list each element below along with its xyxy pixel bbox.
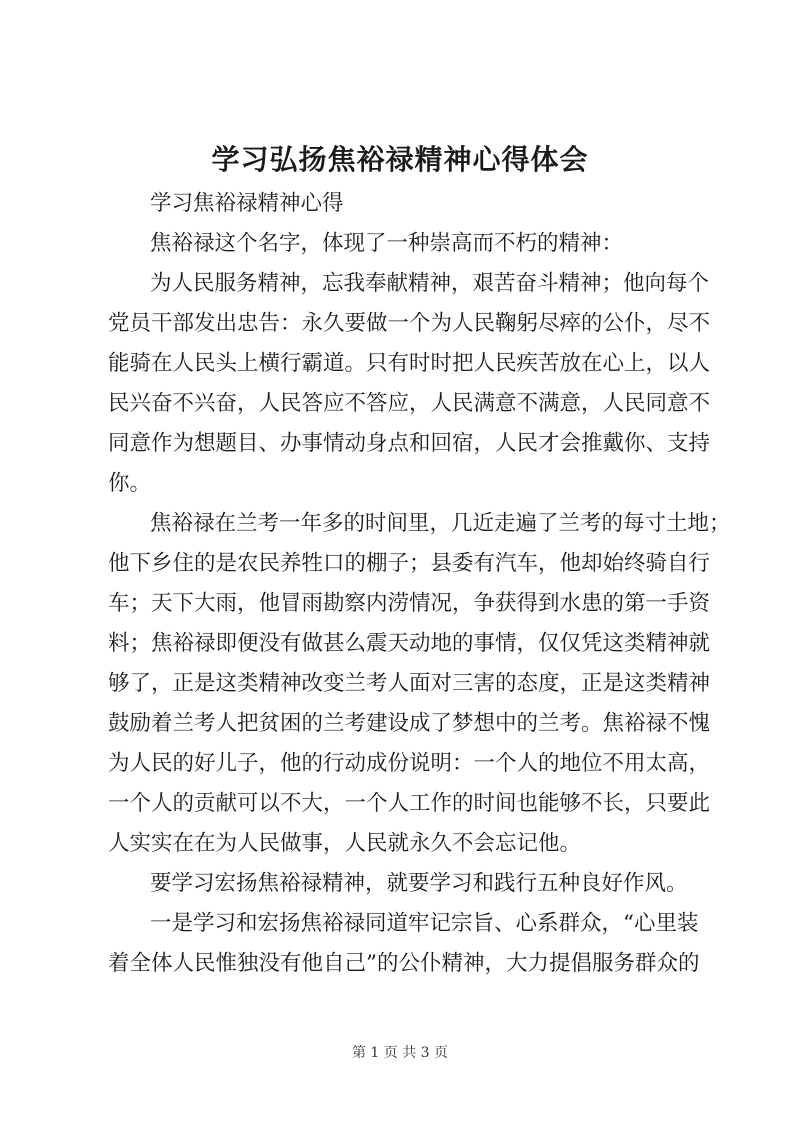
paragraph-line: 能骑在人民头上横行霸道。只有时时把人民疾苦放在心上，以人 [108, 351, 711, 376]
paragraph-line: 够了，正是这类精神改变兰考人面对三害的态度，正是这类精神 [108, 671, 711, 696]
paragraph-line: 党员干部发出忠告：永久要做一个为人民鞠躬尽瘁的公仆，尽不 [108, 311, 711, 336]
paragraph-line: 学习焦裕禄精神心得 [150, 191, 344, 216]
paragraph-line: 为人民服务精神，忘我奉献精神，艰苦奋斗精神；他向每个 [150, 271, 710, 296]
paragraph-line: 鼓励着兰考人把贫困的兰考建设成了梦想中的兰考。焦裕禄不愧 [108, 711, 711, 736]
paragraph-line: 料；焦裕禄即便没有做甚么震天动地的事情，仅仅凭这类精神就 [108, 631, 711, 656]
paragraph-line: 民兴奋不兴奋，人民答应不答应，人民满意不满意，人民同意不 [108, 391, 711, 416]
paragraph-line: 焦裕禄这个名字，体现了一种崇高而不朽的精神： [150, 231, 624, 256]
paragraph-line: 你。 [108, 471, 152, 496]
paragraph-line: 他下乡住的是农民养牲口的棚子；县委有汽车，他却始终骑自行 [108, 551, 711, 576]
paragraph-line: 着全体人民惟独没有他自己”的公仆精神，大力提倡服务群众的 [108, 951, 700, 976]
paragraph-line: 车；天下大雨，他冒雨勘察内涝情况，争获得到水患的第一手资 [108, 591, 711, 616]
paragraph-line: 一是学习和宏扬焦裕禄同道牢记宗旨、心系群众，“心里装 [150, 911, 699, 936]
paragraph-line: 焦裕禄在兰考一年多的时间里，几近走遍了兰考的每寸土地； [150, 511, 731, 536]
paragraph-line: 为人民的好儿子，他的行动成份说明：一个人的地位不用太高， [108, 751, 711, 776]
paragraph-line: 同意作为想题目、办事情动身点和回宿，人民才会推戴你、支持 [108, 431, 711, 456]
document-title: 学习弘扬焦裕禄精神心得体会 [211, 143, 589, 176]
page-footer: 第 1 页 共 3 页 [351, 1045, 449, 1061]
paragraph-line: 要学习宏扬焦裕禄精神，就要学习和践行五种良好作风。 [150, 871, 688, 896]
paragraph-line: 一个人的贡献可以不大，一个人工作的时间也能够不长，只要此 [108, 791, 711, 816]
paragraph-line: 人实实在在为人民做事，人民就永久不会忘记他。 [108, 831, 582, 856]
